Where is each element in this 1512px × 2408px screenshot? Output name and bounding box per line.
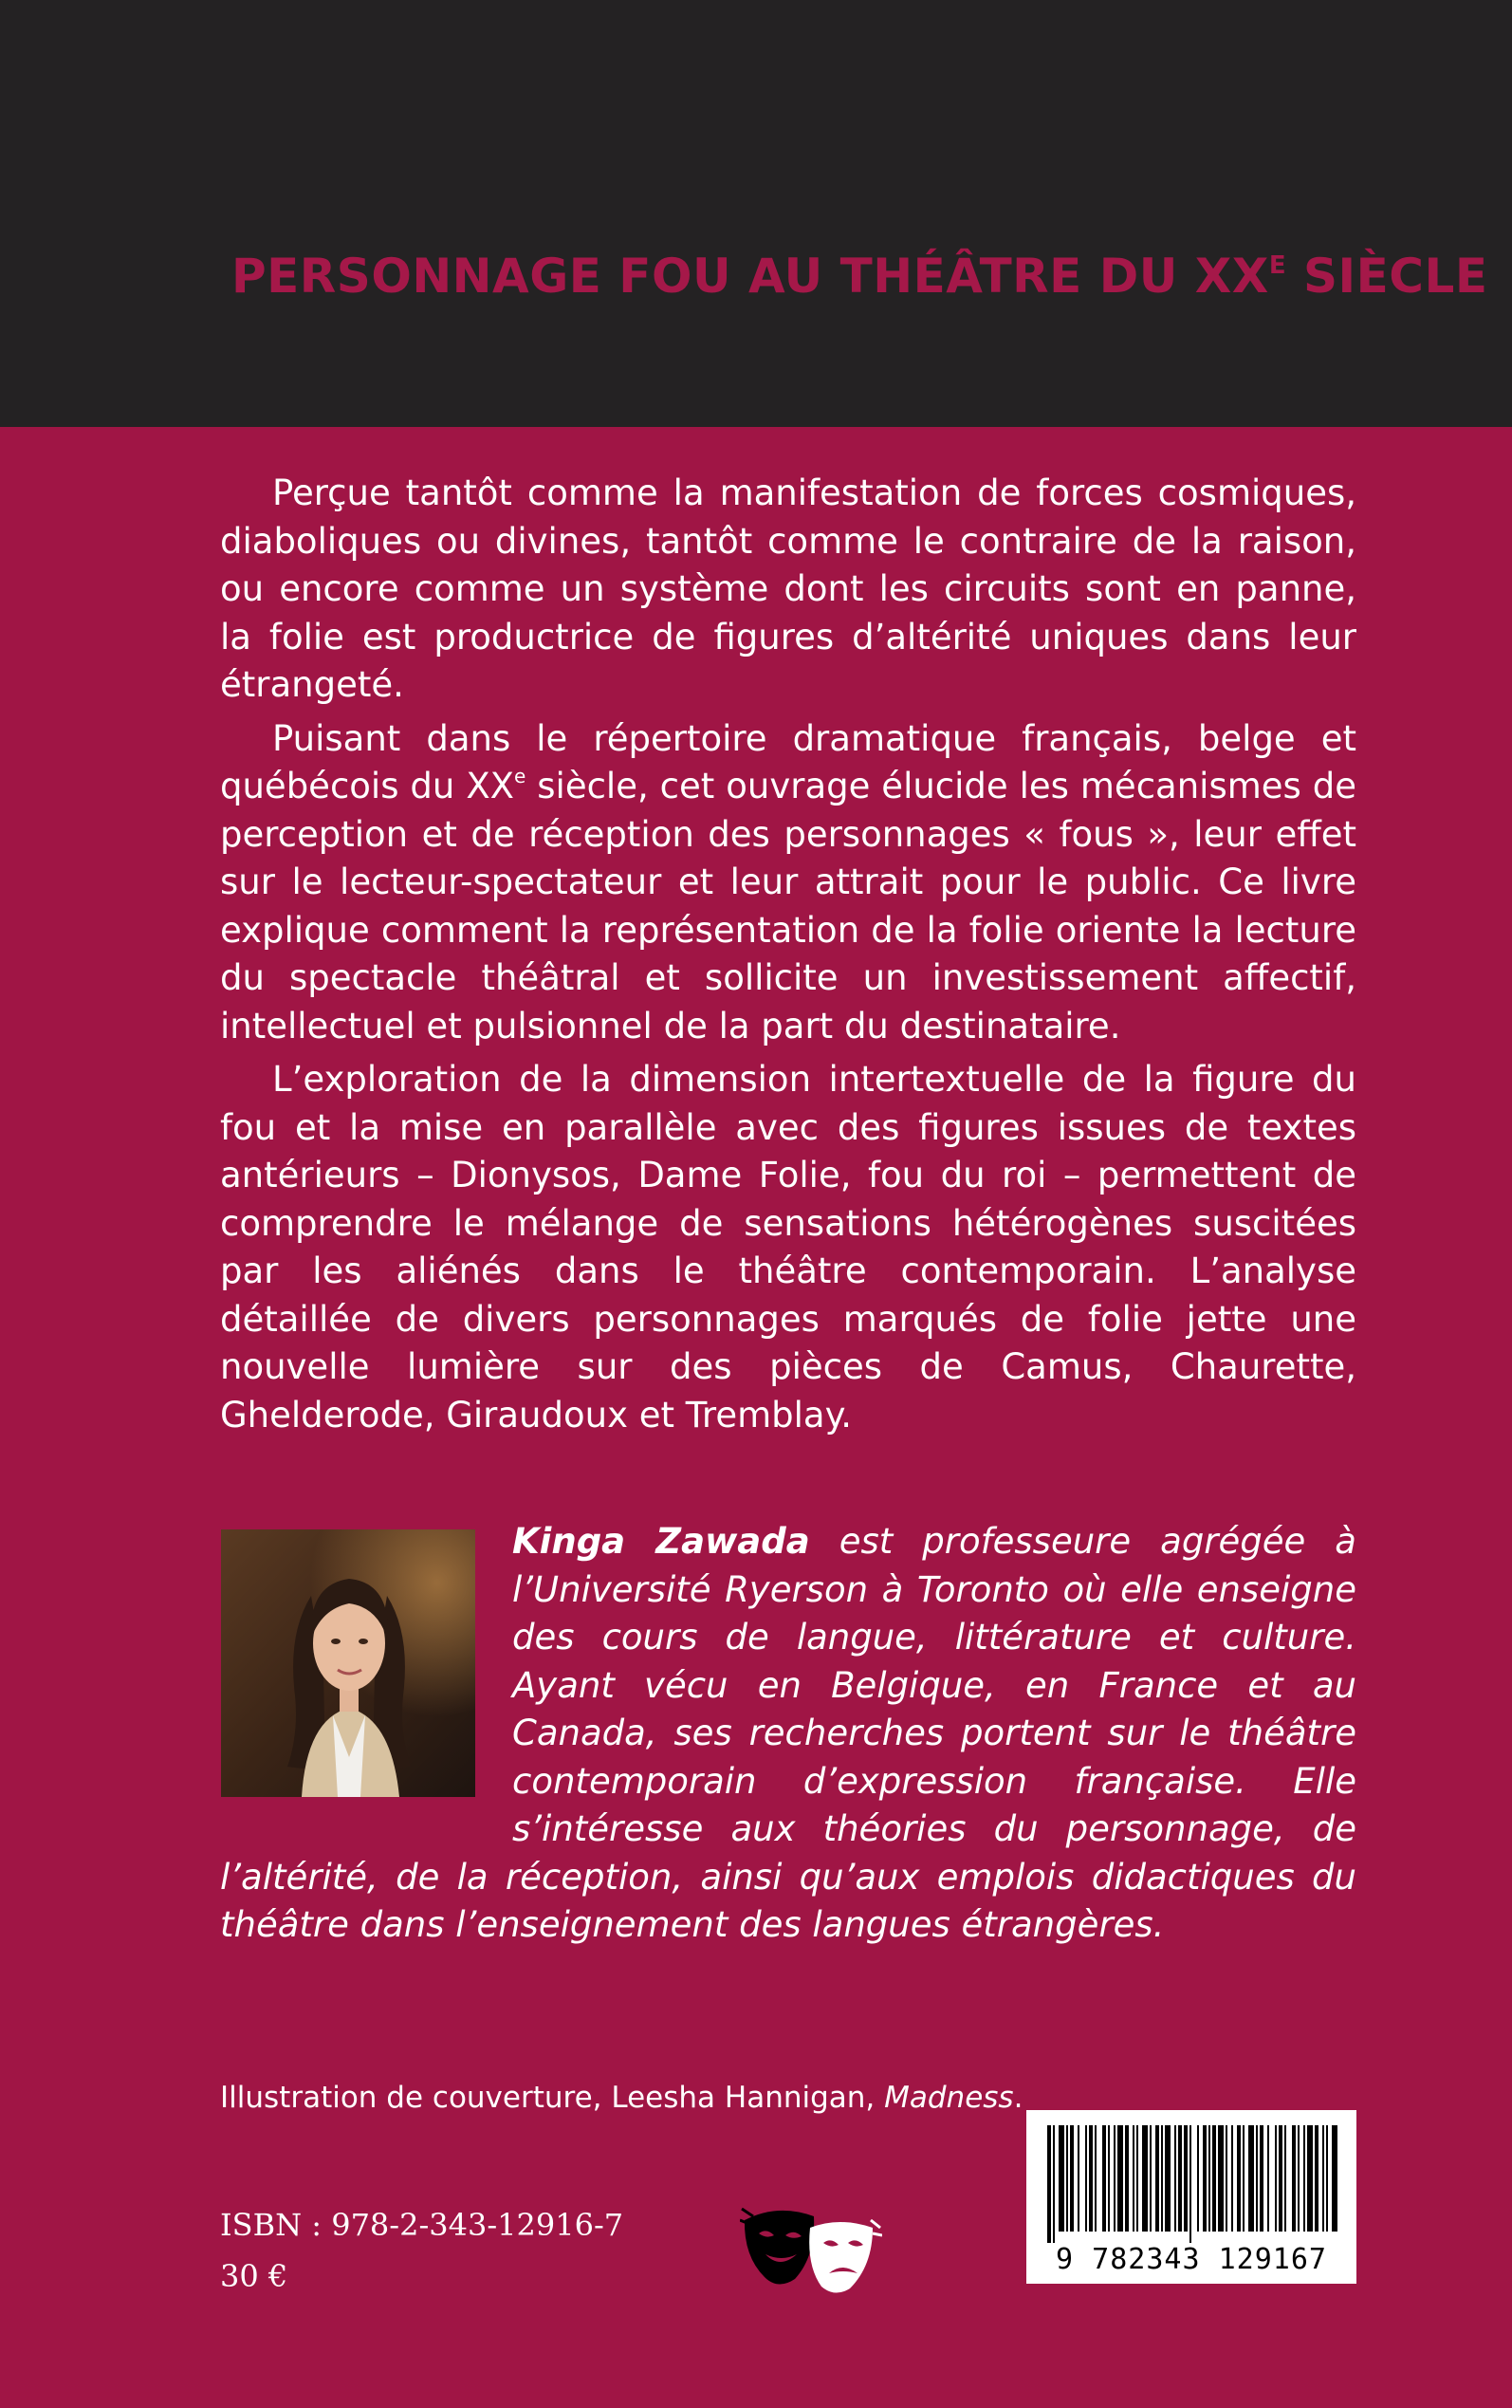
century-superscript: e [514,765,526,787]
theatre-masks-icon [740,2199,882,2300]
barcode-bar [1059,2125,1064,2232]
barcode-bar [1197,2125,1199,2232]
barcode-bar [1208,2125,1210,2232]
barcode-bar [1267,2125,1269,2232]
barcode [1026,2110,1356,2284]
price: 30 € [220,2258,288,2294]
barcode-bar [1178,2125,1182,2232]
title-end: SIÈCLE [1286,249,1488,304]
barcode-bar [1047,2125,1051,2243]
barcode-bar [1155,2125,1159,2232]
paragraph-3: L’exploration de la dimension intertextuelle de la figure du fou et la mise en parallèle avec des figures issues de textes antérieurs – Dionysos, Dame Folie, fou du roi – permettent de comprendre le mélange de sensations hétérogènes suscitées par les aliénés dans le théâtre contemporain. L’analyse détaillée de divers personnages marqués de folie jette une nouvelle lumière sur des pièces de Camus, Chaurette, Ghelderode, Giraudoux et Tremblay. [220,1059,1356,1436]
barcode-bar [1066,2125,1068,2232]
barcode-bar [1203,2125,1207,2232]
title-main: PERSONNAGE FOU AU THÉÂTRE DU XX [231,249,1269,304]
barcode-bar [1248,2125,1254,2232]
barcode-bar [1174,2125,1176,2232]
illustration-suffix: . [1013,2081,1023,2115]
barcode-bar [1260,2125,1263,2232]
barcode-bar [1279,2125,1282,2232]
barcode-bar [1117,2125,1123,2232]
barcode-bar [1125,2125,1129,2232]
barcode-digits: 9 782343 129167 [1056,2243,1327,2276]
author-bio [220,1518,1356,1950]
barcode-bar [1150,2125,1152,2232]
barcode-bar [1078,2125,1079,2232]
barcode-bar [1256,2125,1258,2232]
paragraph-2 [220,715,1356,1051]
barcode-bar [1161,2125,1163,2232]
barcode-bar [1095,2125,1097,2232]
barcode-bar [1189,2125,1191,2243]
barcode-bar [1315,2125,1318,2232]
barcode-bar [1307,2125,1313,2232]
barcode-bar [1142,2125,1148,2232]
barcode-bar [1226,2125,1227,2232]
barcode-bar [1165,2125,1171,2232]
barcode-bar [1089,2125,1093,2232]
illustration-credit [220,2081,1074,2115]
barcode-bar [1218,2125,1224,2232]
book-title [231,249,1488,304]
barcode-bar [1133,2125,1134,2232]
illustration-prefix: Illustration de couverture, Leesha Hannigan, [220,2081,885,2115]
barcode-bar [1136,2125,1138,2232]
title-superscript: E [1268,251,1287,280]
author-name: Kinga Zawada [512,1521,810,1562]
barcode-bar [1298,2125,1300,2232]
description [220,470,1356,1445]
top-band [0,0,1512,427]
isbn: ISBN : 978-2-343-12916-7 [220,2207,624,2243]
barcode-bar [1102,2125,1106,2232]
barcode-bar [1284,2125,1286,2232]
barcode-bar [1322,2125,1324,2232]
barcode-bar [1085,2125,1087,2232]
barcode-bar [1212,2125,1216,2232]
illustration-work: Madness [884,2081,1014,2115]
author-bio-text: est professeure agrégée à l’Université Ryerson à Toronto où elle enseigne des cours de langue, littérature et culture. Ayant vécu en Belgique, en France et au Canada, ses recherches portent sur le théâtre contemporain d’expression française. Elle s’intéresse aux théories du personnage, de l’altérité, de la réception, ainsi qu’aux emplois didactiques du théâtre dans l’enseignement des langues étrangères. [220,1521,1356,1945]
barcode-bar [1108,2125,1110,2232]
barcode-icon [1026,2110,1356,2243]
photo-space [220,1518,512,1846]
barcode-bar [1114,2125,1116,2232]
barcode-bar [1326,2125,1328,2232]
barcode-bar [1303,2125,1305,2232]
paragraph-2-end: siècle, cet ouvrage élucide les mécanismes de perception et de réception des personnages « fous », leur effet sur le lecteur-spectateur et leur attrait pour le public. Ce livre explique comment la représentation de la folie oriente la lecture du spectacle théâtral et sollicite un investissement affectif, intellectuel et pulsionnel de la part du destinataire. [220,766,1356,1047]
barcode-bar [1237,2125,1241,2232]
barcode-bar [1243,2125,1245,2232]
barcode-bar [1292,2125,1296,2232]
barcode-bar [1184,2125,1188,2232]
paragraph-1: Perçue tantôt comme la manifestation de forces cosmiques, diaboliques ou divines, tantôt comme le contraire de la raison, ou encore comme un système dont les circuits sont en panne, la folie est productrice de figures d’altérité uniques dans leur étrangeté. [220,472,1356,705]
barcode-bar [1275,2125,1277,2232]
barcode-bar [1231,2125,1233,2232]
paragraph-2-start: Puisant dans le répertoire dramatique français, belge et québécois du XX [220,717,1356,806]
barcode-bar [1070,2125,1074,2232]
barcode-bar [1332,2125,1337,2232]
barcode-bar [1053,2125,1055,2243]
